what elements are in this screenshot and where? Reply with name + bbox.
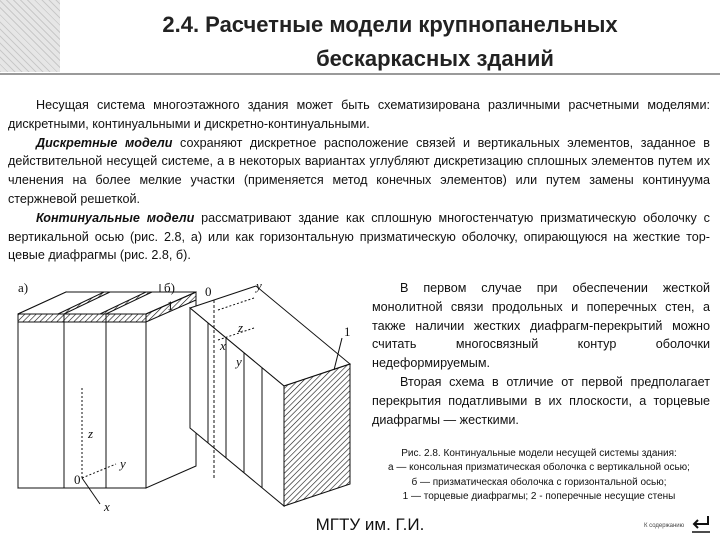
back-to-contents-label: К содержанию — [644, 523, 685, 529]
back-to-contents-button[interactable] — [644, 514, 714, 536]
fig-a-right-face — [146, 292, 196, 488]
paragraph-continual — [8, 209, 710, 265]
fig-a-num-1: 1 — [167, 298, 174, 313]
corner-decoration — [0, 0, 60, 72]
fig-b-axis-x-label: x — [220, 338, 226, 353]
paragraph-intro: Несущая система многоэтажного здания может быть схематизирована различными расчетными моделями: дискретными, континуальными и дискретно-континуальными. — [8, 98, 710, 131]
figure-drawing — [4, 278, 370, 514]
term-continual: Континуальные модели — [36, 210, 195, 225]
figure-2-8 — [4, 278, 370, 514]
fig-b-axis-y-label: y — [256, 278, 262, 293]
fig-b-num-1: 1 — [344, 324, 351, 339]
body-text — [8, 96, 710, 265]
right-column-text — [372, 279, 710, 429]
fig-b-axis-z-label: z — [238, 320, 244, 335]
caption-line-2: а — консольная призматическая оболочка с вертикальной осью; — [388, 462, 690, 474]
fig-a-num-0: 0 — [74, 472, 81, 487]
paragraph-second-scheme: Вторая схема в отличие от первой предполагает перекрытия податливыми в их плоскости, а торцевые диафрагмы — жесткими. — [372, 374, 710, 427]
fig-b-axis-y2-label: y — [236, 354, 242, 369]
title-divider — [0, 73, 720, 75]
figure-caption — [368, 447, 710, 505]
fig-a-axis-x-label: x — [104, 499, 110, 514]
paragraph-continual-text: рассматривают здание как сплошную многостенчатую призматическую оболочку с вертикальной осью (рис. 2.8, а) или как горизонтальную призматическую оболочку, опирающуюся на жесткие тор-цевые диафрагмы (рис. 2.8, б). — [8, 210, 710, 263]
fig-label-b: б) — [164, 280, 175, 295]
page-title — [70, 8, 710, 76]
caption-line-3: б — призматическая оболочка с горизонтальной осью; — [411, 476, 667, 488]
fig-b-num-0: 0 — [205, 284, 212, 299]
fig-a-axis-y-label: y — [120, 456, 126, 471]
fig-b-end-diaphragm — [284, 364, 350, 506]
return-arrow-icon — [690, 514, 712, 534]
fig-a-axis-z-label: z — [88, 426, 94, 441]
footer-org: МГТУ им. Г.И. — [315, 515, 425, 534]
paragraph-first-case: В первом случае при обеспечении жесткой монолитной связи продольных и поперечных стен, а также наличии жестких диафрагм-перекрытий можно считать многосвязный контур оболочки недеформируемым. — [372, 281, 710, 371]
fig-label-a: а) — [18, 280, 29, 295]
caption-line-1: Рис. 2.8. Континуальные модели несущей системы здания: — [401, 448, 677, 459]
paragraph-discrete — [8, 134, 710, 209]
title-line-1: 2.4. Расчетные модели крупнопанельных — [162, 12, 618, 37]
term-discrete: Дискретные модели — [36, 135, 173, 150]
paragraph-discrete-text: сохраняют дискретное расположение связей и вертикальных элементов, заданное в действительной несущей системе, а в некоторых вариантах углубляют дискретизацию сплошных элементов путем их членения на более мелкие участки (применяется метод конечных элементов) или путем замены континуума стержневой решеткой. — [8, 135, 710, 206]
fig-a-front-wall-top — [18, 314, 146, 322]
caption-line-4: 1 — торцевые диафрагмы; 2 - поперечные несущие стены — [402, 491, 676, 503]
title-line-2: бескаркасных зданий — [316, 46, 554, 71]
